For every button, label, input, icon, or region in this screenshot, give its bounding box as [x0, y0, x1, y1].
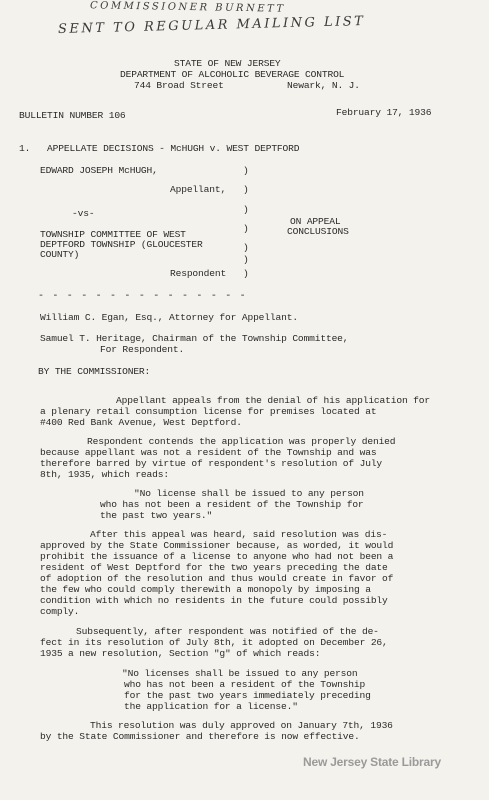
paragraph-line: therefore barred by virtue of respondent's resolution of July	[40, 458, 383, 469]
paragraph-line: fect in its resolution of July 8th, it adopted on December 26,	[40, 637, 388, 648]
on-appeal-label: ON APPEAL	[290, 216, 341, 227]
respondent-line-1: TOWNSHIP COMMITTEE OF WEST	[40, 229, 186, 240]
paragraph-line: comply.	[40, 606, 80, 617]
caption-bracket: )	[243, 254, 249, 265]
attorney-line: William C. Egan, Esq., Attorney for Appellant.	[40, 312, 298, 323]
paragraph-line: Respondent contends the application was properly denied	[87, 436, 396, 447]
handwritten-note-commissioner: COMMISSIONER BURNETT	[89, 0, 286, 15]
quote-line: the application for a license."	[124, 701, 298, 712]
chairman-line-1: Samuel T. Heritage, Chairman of the Township Committee,	[40, 333, 349, 344]
caption-separator: - - - - - - - - - - - - - - -	[38, 291, 247, 302]
paragraph-line: 1935 a new resolution, Section "g" of which reads:	[40, 648, 321, 659]
appellant-role: Appellant,	[170, 184, 227, 195]
quote-line: for the past two years immediately preceding	[124, 690, 371, 701]
chairman-line-2: For Respondent.	[100, 344, 185, 355]
caption-bracket: )	[243, 184, 249, 195]
paragraph-line: by the State Commissioner and therefore is now effective.	[40, 731, 360, 742]
letterhead-city: Newark, N. J.	[287, 80, 360, 91]
quote-line: "No licenses shall be issued to any person	[122, 668, 358, 679]
quote-line: the past two years."	[100, 510, 213, 521]
caption-bracket: )	[243, 242, 249, 253]
quote-line: who has not been a resident of the Township	[124, 679, 366, 690]
paragraph-line: Subsequently, after respondent was notified of the de-	[76, 626, 379, 637]
letterhead-department: DEPARTMENT OF ALCOHOLIC BEVERAGE CONTROL	[120, 69, 345, 80]
paragraph-line: #400 Red Bank Avenue, West Deptford.	[40, 417, 242, 428]
quote-line: "No license shall be issued to any person	[134, 488, 364, 499]
paragraph-line: prohibit the issuance of a license to anyone who had not been a	[40, 551, 394, 562]
respondent-role: Respondent	[170, 268, 227, 279]
bulletin-number: BULLETIN NUMBER 106	[19, 110, 126, 121]
letterhead-street: 744 Broad Street	[134, 80, 224, 91]
respondent-line-2: DEPTFORD TOWNSHIP (GLOUCESTER	[40, 239, 203, 250]
paragraph-line: of adoption of the resolution and thus would create in favor of	[40, 573, 394, 584]
paragraph-line: 8th, 1935, which reads:	[40, 469, 169, 480]
paragraph-line: After this appeal was heard, said resolution was dis-	[90, 529, 388, 540]
caption-bracket: )	[243, 223, 249, 234]
by-the-commissioner: BY THE COMMISSIONER:	[38, 366, 151, 377]
handwritten-note-mailing-list: SENT TO REGULAR MAILING LIST	[57, 13, 366, 38]
letterhead-state: STATE OF NEW JERSEY	[174, 58, 281, 69]
versus-label: -vs-	[72, 208, 95, 219]
paragraph-line: a plenary retail consumption license for premises located at	[40, 406, 377, 417]
conclusions-label: CONCLUSIONS	[287, 226, 349, 237]
caption-bracket: )	[243, 268, 249, 279]
paragraph-line: resident of West Deptford for the two years preceding the date	[40, 562, 388, 573]
caption-bracket: )	[243, 204, 249, 215]
quote-line: who has not been a resident of the Township for	[100, 499, 364, 510]
paragraph-line: approved by the State Commissioner because, as worded, it would	[40, 540, 394, 551]
paragraph-line: the few who could comply therewith a monopoly by imposing a	[40, 584, 371, 595]
paragraph-line: This resolution was duly approved on January 7th, 1936	[90, 720, 393, 731]
bulletin-date: February 17, 1936	[336, 107, 432, 118]
paragraph-line: because appellant was not a resident of the Township and was	[40, 447, 377, 458]
caption-bracket: )	[243, 165, 249, 176]
case-heading: 1. APPELLATE DECISIONS - McHUGH v. WEST DEPTFORD	[19, 143, 300, 154]
paragraph-line: condition with which no residents in the future could possibly	[40, 595, 388, 606]
appellant-name: EDWARD JOSEPH McHUGH,	[40, 165, 158, 176]
respondent-line-3: COUNTY)	[40, 249, 80, 260]
library-stamp: New Jersey State Library	[303, 755, 441, 769]
paragraph-line: Appellant appeals from the denial of his application for	[116, 395, 431, 406]
